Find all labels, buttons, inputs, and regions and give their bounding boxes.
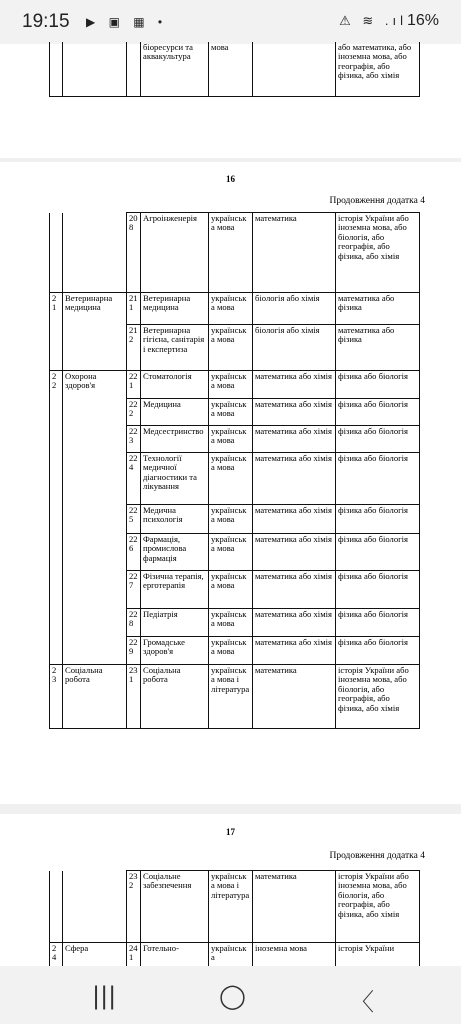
- specialty-code: 228: [127, 609, 141, 637]
- specialty-name: Фізична терапія, ерготерапія: [141, 571, 209, 609]
- second-subject: математика: [253, 871, 336, 943]
- specialty-code: 221: [127, 371, 141, 399]
- table-row: [50, 213, 420, 293]
- clock: 19:15: [22, 11, 70, 32]
- specialty-code: 241: [127, 943, 141, 973]
- second-subject: математика або хімія: [253, 609, 336, 637]
- specialty-code: 227: [127, 571, 141, 609]
- specialty-code: 223: [127, 426, 141, 453]
- field-name: Ветеринарна медицина: [63, 293, 127, 371]
- third-subject: фізика або біологія: [336, 426, 420, 453]
- field-number: 24: [50, 943, 63, 973]
- third-subject: математика або фізика: [336, 325, 420, 371]
- first-subject: українська мова: [209, 534, 253, 571]
- specialty-code: 229: [127, 637, 141, 665]
- first-subject: українська мова: [209, 371, 253, 399]
- second-subject: математика або хімія: [253, 453, 336, 505]
- second-subject: біологія або хімія: [253, 293, 336, 325]
- second-subject: математика або хімія: [253, 371, 336, 399]
- specialty-name: Громадське здоров'я: [141, 637, 209, 665]
- table-row: [50, 42, 420, 96]
- third-subject: історія України: [336, 943, 420, 973]
- specialty-name: Соціальна робота: [141, 665, 209, 729]
- page-15-fragment: [0, 44, 461, 158]
- second-subject: математика або хімія: [253, 534, 336, 571]
- first-subject: українська мова і література: [209, 665, 253, 729]
- admission-table-fragment: [49, 42, 420, 97]
- third-subject: або математика, або іноземна мова, або географія, або фізика, або хімія: [336, 42, 420, 96]
- third-subject: історія України або іноземна мова, або біологія, або географія, або фізика, або хімія: [336, 665, 420, 729]
- table-row: [50, 665, 420, 729]
- first-subject: українська мова: [209, 293, 253, 325]
- first-subject: українська мова: [209, 571, 253, 609]
- specialty-code: 225: [127, 505, 141, 534]
- specialty-name: Готельно-: [141, 943, 209, 973]
- continuation-note: Продовження додатка 4: [329, 851, 425, 861]
- first-subject: мова: [209, 42, 253, 96]
- first-subject: українська мова: [209, 453, 253, 505]
- second-subject: іноземна мова: [253, 943, 336, 973]
- first-subject: українська мова: [209, 399, 253, 426]
- specialty-code: 231: [127, 665, 141, 729]
- specialty-name: Медицина: [141, 399, 209, 426]
- second-subject: математика: [253, 213, 336, 293]
- specialty-name: Медична психологія: [141, 505, 209, 534]
- third-subject: фізика або біологія: [336, 571, 420, 609]
- field-name: Охорона здоров'я: [63, 371, 127, 665]
- third-subject: фізика або біологія: [336, 505, 420, 534]
- first-subject: українська мова: [209, 637, 253, 665]
- third-subject: історія України або іноземна мова, або біологія, або географія, або фізика, або хімія: [336, 871, 420, 943]
- second-subject: математика: [253, 665, 336, 729]
- field-number: 21: [50, 293, 63, 371]
- specialty-code: 208: [127, 213, 141, 293]
- specialty-name: Стоматологія: [141, 371, 209, 399]
- table-row: [50, 871, 420, 943]
- specialty-name: Ветеринарна гігієна, санітарія і експертиза: [141, 325, 209, 371]
- second-subject: біологія або хімія: [253, 325, 336, 371]
- third-subject: фізика або біологія: [336, 453, 420, 505]
- page-17: [0, 814, 461, 966]
- first-subject: українська мова: [209, 213, 253, 293]
- page-16: [0, 162, 461, 804]
- specialty-name: біоресурси та аквакультура: [141, 42, 209, 96]
- field-name: Сфера: [63, 943, 127, 973]
- specialty-name: Фармація, промислова фармація: [141, 534, 209, 571]
- specialty-name: Ветеринарна медицина: [141, 293, 209, 325]
- back-button[interactable]: 〈: [350, 988, 374, 1016]
- admission-table: [49, 212, 420, 729]
- specialty-code: 232: [127, 871, 141, 943]
- second-subject: математика або хімія: [253, 637, 336, 665]
- specialty-code: 224: [127, 453, 141, 505]
- first-subject: українська мова: [209, 505, 253, 534]
- third-subject: математика або фізика: [336, 293, 420, 325]
- status-bar: [0, 0, 461, 44]
- first-subject: українська мова: [209, 609, 253, 637]
- third-subject: фізика або біологія: [336, 637, 420, 665]
- first-subject: українська мова і література: [209, 871, 253, 943]
- specialty-code: 211: [127, 293, 141, 325]
- first-subject: українська мова: [209, 426, 253, 453]
- third-subject: фізика або біологія: [336, 609, 420, 637]
- field-number: 23: [50, 665, 63, 729]
- specialty-code: 222: [127, 399, 141, 426]
- specialty-name: Педіатрія: [141, 609, 209, 637]
- navigation-bar: [0, 966, 461, 1024]
- continuation-note: Продовження додатка 4: [329, 196, 425, 206]
- first-subject: українська: [209, 943, 253, 973]
- recent-apps-button[interactable]: |||: [92, 982, 117, 1010]
- field-name: Соціальна робота: [63, 665, 127, 729]
- third-subject: фізика або біологія: [336, 534, 420, 571]
- first-subject: українська мова: [209, 325, 253, 371]
- notification-icons: ▶ ▣ ▦ •: [86, 15, 168, 29]
- battery-level: 16%: [406, 12, 439, 29]
- admission-table: [49, 870, 420, 973]
- page-number: 17: [226, 827, 235, 837]
- second-subject: математика або хімія: [253, 426, 336, 453]
- third-subject: фізика або біологія: [336, 399, 420, 426]
- third-subject: історія України або іноземна мова, або біологія, або географія, або фізика, або хімія: [336, 213, 420, 293]
- specialty-code: 226: [127, 534, 141, 571]
- third-subject: фізика або біологія: [336, 371, 420, 399]
- table-row: [50, 293, 420, 325]
- signal-icons: ⚠ ≋ .ıl: [339, 13, 407, 28]
- home-button[interactable]: ◯: [219, 982, 246, 1010]
- second-subject: математика або хімія: [253, 399, 336, 426]
- second-subject: математика або хімія: [253, 505, 336, 534]
- specialty-name: Агроінженерія: [141, 213, 209, 293]
- specialty-name: Соціальне забезпечення: [141, 871, 209, 943]
- second-subject: математика або хімія: [253, 571, 336, 609]
- specialty-name: Технології медичної діагностики та лікування: [141, 453, 209, 505]
- field-number: 22: [50, 371, 63, 665]
- page-number: 16: [226, 174, 235, 184]
- specialty-code: 212: [127, 325, 141, 371]
- specialty-name: Медсестринство: [141, 426, 209, 453]
- table-row: [50, 371, 420, 399]
